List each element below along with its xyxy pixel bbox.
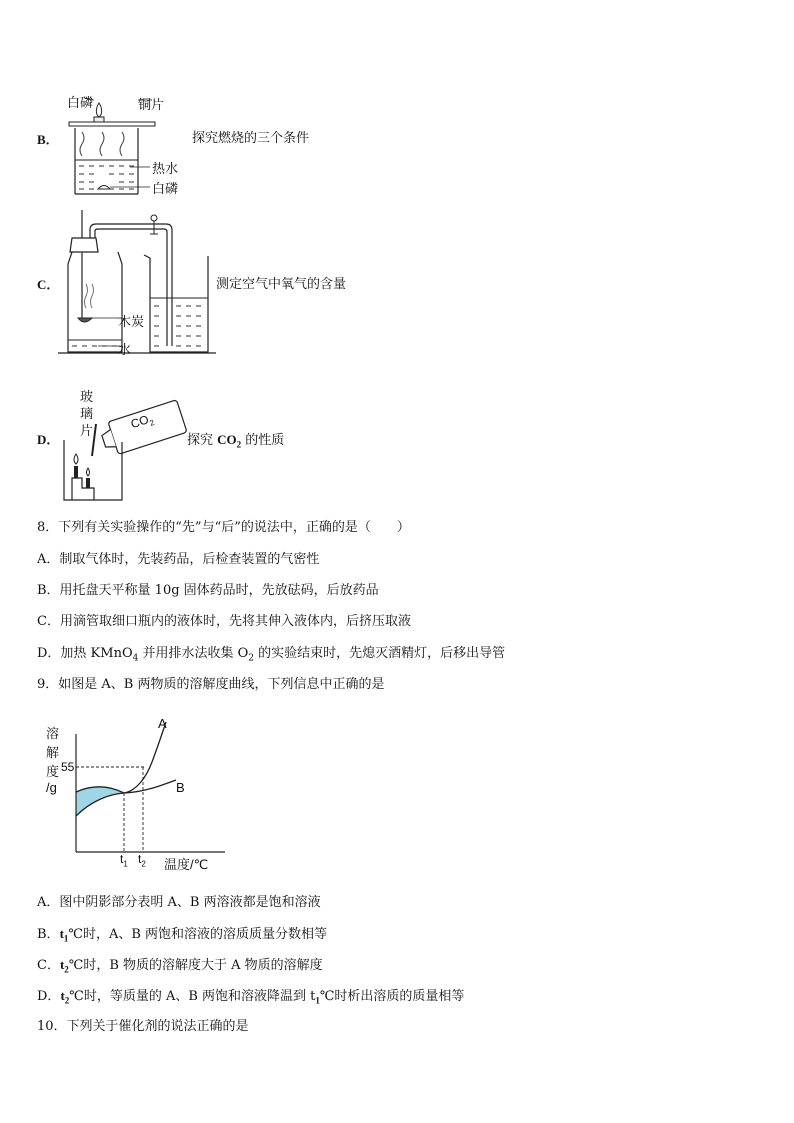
oxygen-content-apparatus	[58, 210, 218, 360]
solubility-chart	[40, 712, 240, 872]
series-label-b: B	[176, 780, 185, 795]
label-white-phosphorus-bottom: 白磷	[152, 181, 179, 196]
option-c[interactable]: C．用滴管取细口瓶内的液体时，先将其伸入液体内，后挤压取液	[37, 614, 411, 629]
label-glass-3: 片	[80, 423, 94, 438]
ylabel-4: /g	[46, 780, 57, 795]
x-axis-label: 温度/℃	[164, 857, 209, 872]
option-d[interactable]: D．加热 KMnO$_4$ 并用排水法收集 $O_2$ 的实验结束时，先熄灭酒精灯，后移出导管	[37, 646, 506, 664]
option-d[interactable]: D．$t_2℃$时，等质量的 A、B 两饱和溶液降温到 $t_1℃$时析出溶质的质量相等	[37, 988, 465, 1006]
y-tick-55: 55	[61, 760, 75, 774]
x-tick-t2: $t_2$	[138, 852, 146, 869]
label-co2-bottle: $CO_2$	[129, 412, 156, 432]
shaded-region	[76, 787, 124, 816]
co2-property-apparatus	[58, 380, 188, 505]
option-letter: D．	[37, 432, 60, 447]
x-tick-t1: $t_1$	[120, 852, 128, 869]
ylabel-3: 度	[46, 764, 60, 779]
question-stem: 9．如图是 A、B 两物质的溶解度曲线，下列信息中正确的是	[37, 677, 385, 692]
option-letter: B．	[37, 132, 59, 147]
question-10-stem: 10．下列关于催化剂的说法正确的是	[37, 1019, 249, 1034]
option-description: 探究 $CO_2$ 的性质	[187, 432, 285, 450]
label-water: 水	[118, 342, 132, 357]
label-hot-water: 热水	[152, 161, 179, 176]
option-a[interactable]: A．图中阴影部分表明 A、B 两溶液都是饱和溶液	[37, 895, 321, 910]
option-description: 探究燃烧的三个条件	[192, 131, 310, 146]
ylabel-2: 解	[46, 745, 60, 760]
option-letter: C．	[37, 277, 60, 292]
option-c[interactable]: C．$t_2℃$时，B 物质的溶解度大于 A 物质的溶解度	[37, 957, 323, 975]
label-charcoal: 木炭	[118, 314, 145, 329]
option-b[interactable]: B．用托盘天平称量 10g 固体药品时，先放砝码，后放药品	[37, 583, 379, 598]
label-glass-1: 玻	[80, 389, 94, 404]
label-copper-plate: 铜片	[138, 97, 165, 112]
label-glass-2: 璃	[80, 406, 94, 421]
ylabel-1: 溶	[46, 726, 60, 741]
option-description: 测定空气中氧气的含量	[216, 277, 347, 292]
option-b[interactable]: B．$t_1℃$时，A、B 两饱和溶液的溶质质量分数相等	[37, 926, 328, 944]
option-a[interactable]: A．制取气体时，先装药品，后检查装置的气密性	[37, 552, 320, 567]
series-label-a: A	[158, 716, 167, 731]
label-white-phosphorus-top: 白磷	[67, 95, 94, 110]
question-stem: 8．下列有关实验操作的“先”与“后”的说法中，正确的是（ ）	[37, 520, 410, 535]
